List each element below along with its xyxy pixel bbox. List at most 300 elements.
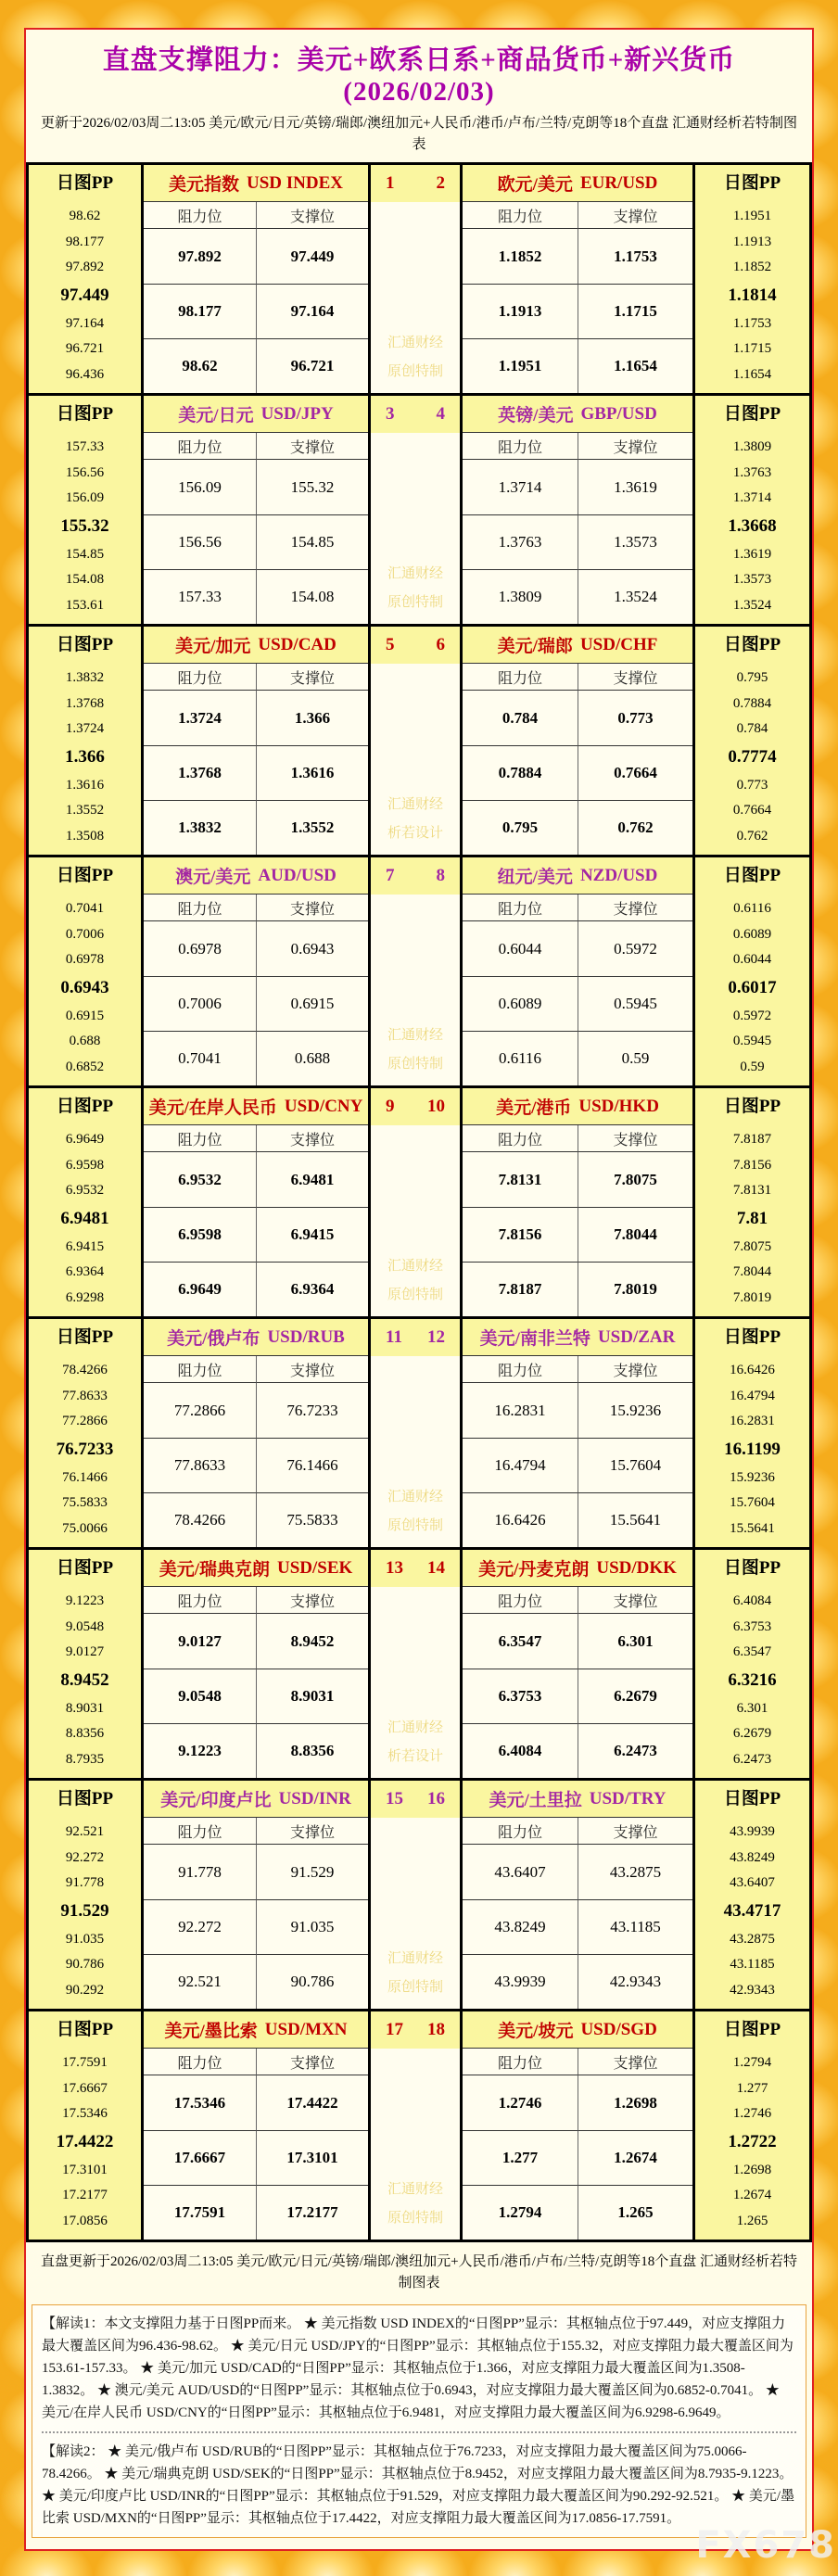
pp-value: 6.9532 [65, 1183, 105, 1199]
support-value: 1.3552 [256, 800, 368, 855]
pair-name-en: USD/CHF [579, 634, 658, 654]
support-header: 支撑位 [256, 1818, 368, 1845]
resistance-value: 92.272 [144, 1899, 256, 1954]
pp-value: 0.795 [736, 670, 768, 686]
resistance-value: 98.62 [144, 338, 256, 393]
pp-column-header: 日图PP [723, 173, 781, 193]
panel-index-left: 1 [386, 173, 395, 193]
pair-title-right [463, 2011, 692, 2049]
pp-value: 0.7884 [732, 695, 772, 711]
resistance-value: 1.3763 [463, 514, 578, 569]
panel-index-cell [368, 857, 463, 895]
support-value: 1.3616 [256, 745, 368, 800]
pp-value: 76.1466 [62, 1469, 108, 1485]
support-header: 支撑位 [578, 1356, 692, 1383]
pp-column-header: 日图PP [56, 2020, 114, 2039]
currency-pair-panel [29, 2011, 809, 2240]
pp-value: 1.1715 [732, 341, 772, 357]
pp-values-left [29, 664, 141, 855]
resistance-value: 7.8156 [463, 1207, 578, 1262]
pp-column-left [29, 1550, 144, 1778]
pp-column-header: 日图PP [723, 1097, 781, 1116]
panel-index-cell [368, 1319, 463, 1356]
source-watermark-line: 原创特制 [387, 1980, 443, 1995]
pair-name-cn: 美元/在岸人民币 [148, 1098, 277, 1118]
pair-name-en: USD/MXN [264, 2019, 348, 2039]
pp-column-right [692, 1319, 809, 1547]
pp-value: 154.85 [65, 546, 105, 562]
panel-index-left: 13 [386, 1558, 403, 1578]
pp-pivot-value: 1.3668 [728, 515, 777, 536]
pair-name-cn: 美元/加元 [175, 637, 251, 656]
pp-value: 16.6426 [730, 1363, 775, 1378]
support-header: 支撑位 [256, 664, 368, 691]
support-value: 0.5945 [578, 976, 692, 1031]
support-header: 支撑位 [256, 1587, 368, 1614]
pp-value: 92.521 [65, 1824, 105, 1840]
source-watermark-line: 析若设计 [387, 826, 443, 841]
pp-column-header: 日图PP [723, 1327, 781, 1347]
pair-name-cn: 美元/日元 [178, 406, 254, 425]
resistance-value: 1.1951 [463, 338, 578, 393]
resistance-value: 156.09 [144, 460, 256, 514]
support-value: 8.8356 [256, 1723, 368, 1778]
pp-value: 1.1852 [732, 260, 772, 275]
pp-value: 1.1654 [732, 366, 772, 382]
pp-pivot-value: 6.3216 [728, 1669, 777, 1690]
support-value: 0.773 [578, 691, 692, 745]
pp-value: 0.762 [736, 828, 768, 844]
pp-value: 6.9649 [65, 1132, 105, 1148]
resistance-value: 1.3724 [144, 691, 256, 745]
pp-column-header: 日图PP [723, 635, 781, 654]
pp-value: 156.56 [65, 464, 105, 480]
support-value: 0.6915 [256, 976, 368, 1031]
pp-value: 157.33 [65, 439, 105, 455]
pp-column-header: 日图PP [723, 866, 781, 885]
pp-pivot-value: 155.32 [60, 515, 109, 536]
source-watermark-line: 析若设计 [387, 1749, 443, 1764]
source-watermark [368, 895, 463, 1085]
pp-pivot-value: 0.6943 [60, 977, 109, 997]
pp-value: 9.0548 [65, 1618, 105, 1634]
note-2: 【解读2： ★ 美元/俄卢布 USD/RUB的“日图PP”显示：其枢轴点位于76.7233，对应支撑阻力最大覆盖区间为75.0066-78.4266。 ★ 美元/瑞典克朗 USD/SEK的“日图PP”显示：其枢轴点位于8.9452，对应支撑阻力最大覆盖区间为8.7935-9.1223。 ★ 美元/印度卢比 USD/INR的“日图PP”显示：其枢轴点位于91.529，对应支撑阻力最大覆盖区间为90.292-92.521。 ★ 美元/墨比索 USD/MXN的“日图PP”显示：其枢轴点位于17.4422，对应支撑阻力最大覆盖区间为17.0856-17.7591。 [42, 2431, 796, 2530]
support-value: 8.9031 [256, 1669, 368, 1723]
support-value: 17.4422 [256, 2075, 368, 2130]
pair-name-en: USD/DKK [596, 1557, 677, 1578]
pp-column-header: 日图PP [56, 404, 114, 424]
pair-title-right [463, 1550, 692, 1587]
source-watermark [368, 1356, 463, 1547]
pp-value: 9.1223 [65, 1593, 105, 1609]
pp-value: 1.2746 [732, 2106, 772, 2122]
pair-name-en: USD/CAD [258, 634, 336, 654]
support-value: 0.59 [578, 1031, 692, 1085]
resistance-header: 阻力位 [144, 1587, 256, 1614]
support-header: 支撑位 [578, 1818, 692, 1845]
pair-title-left [144, 627, 368, 664]
source-watermark-line: 汇通财经 [387, 1259, 443, 1274]
pp-value: 0.773 [736, 777, 768, 793]
pp-values-left [29, 1818, 141, 2009]
pp-value: 96.436 [65, 366, 105, 382]
pp-value: 78.4266 [62, 1363, 108, 1378]
resistance-value: 77.2866 [144, 1383, 256, 1438]
pp-value: 6.2679 [732, 1726, 772, 1742]
support-value: 7.8075 [578, 1152, 692, 1207]
report-card [24, 28, 814, 2551]
pair-name-cn: 美元/坡元 [498, 2022, 574, 2041]
pp-value: 6.4084 [732, 1593, 772, 1609]
pp-value: 43.8249 [730, 1849, 775, 1865]
pp-value: 1.1951 [732, 209, 772, 224]
support-value: 1.3619 [578, 460, 692, 514]
pp-values-left [29, 202, 141, 393]
pp-column-left [29, 1088, 144, 1316]
resistance-value: 98.177 [144, 284, 256, 338]
pair-name-en: USD/ZAR [597, 1326, 676, 1347]
pp-values-left [29, 433, 141, 624]
panel-index-right: 14 [427, 1558, 445, 1578]
panel-index-right: 4 [436, 404, 445, 424]
resistance-value: 7.8187 [463, 1262, 578, 1316]
source-watermark [368, 2049, 463, 2240]
resistance-header: 阻力位 [144, 895, 256, 921]
panel-index-left: 5 [386, 635, 395, 654]
panel-index-right: 8 [436, 866, 445, 885]
pp-value: 154.08 [65, 572, 105, 588]
pp-values-right [695, 1818, 809, 2009]
source-watermark-line: 原创特制 [387, 2211, 443, 2226]
support-value: 0.5972 [578, 921, 692, 976]
pp-value: 1.3714 [732, 490, 772, 506]
panel-index-right: 12 [427, 1327, 445, 1347]
pp-values-left [29, 1125, 141, 1316]
support-value: 1.366 [256, 691, 368, 745]
pair-title-right [463, 857, 692, 895]
source-watermark-line: 原创特制 [387, 1518, 443, 1533]
support-value: 97.449 [256, 229, 368, 284]
source-watermark-line: 汇通财经 [387, 1490, 443, 1504]
support-value: 91.035 [256, 1899, 368, 1954]
pp-value: 17.7591 [62, 2055, 108, 2071]
support-value: 1.2674 [578, 2130, 692, 2185]
panel-index-cell [368, 165, 463, 202]
support-value: 96.721 [256, 338, 368, 393]
pp-pivot-value: 7.81 [736, 1208, 768, 1228]
pp-pivot-value: 8.9452 [60, 1669, 109, 1690]
panel-index-right: 10 [427, 1097, 445, 1116]
pp-value: 96.721 [65, 341, 105, 357]
support-value: 1.265 [578, 2185, 692, 2240]
resistance-value: 0.795 [463, 800, 578, 855]
resistance-header: 阻力位 [463, 1587, 578, 1614]
support-value: 6.2473 [578, 1723, 692, 1778]
pp-value: 1.3832 [65, 670, 105, 686]
pair-name-en: USD/JPY [260, 403, 334, 424]
source-watermark-line: 汇通财经 [387, 1951, 443, 1966]
currency-pair-panel [29, 1781, 809, 2011]
resistance-value: 0.7884 [463, 745, 578, 800]
resistance-value: 16.4794 [463, 1438, 578, 1492]
currency-pair-panel [29, 857, 809, 1088]
support-value: 0.6943 [256, 921, 368, 976]
panels [26, 162, 812, 2242]
pp-values-right [695, 433, 809, 624]
pp-value: 1.2674 [732, 2188, 772, 2203]
support-header: 支撑位 [256, 1356, 368, 1383]
pp-value: 1.277 [736, 2080, 768, 2096]
pair-title-right [463, 1781, 692, 1818]
support-value: 1.1715 [578, 284, 692, 338]
currency-pair-panel [29, 1319, 809, 1550]
pp-column-right [692, 396, 809, 624]
pair-name-en: USD/CNY [284, 1096, 363, 1116]
source-watermark [368, 664, 463, 855]
pp-value: 98.62 [69, 209, 101, 224]
pp-value: 15.5641 [730, 1520, 775, 1536]
pair-name-cn: 美元/印度卢比 [160, 1791, 272, 1810]
pp-value: 0.6915 [65, 1008, 105, 1023]
pp-column-right [692, 2011, 809, 2240]
resistance-value: 77.8633 [144, 1438, 256, 1492]
pp-value: 0.6978 [65, 952, 105, 968]
pp-value: 97.164 [65, 315, 105, 331]
pp-column-right [692, 1781, 809, 2009]
resistance-header: 阻力位 [463, 433, 578, 460]
pp-value: 90.786 [65, 1957, 105, 1973]
support-value: 43.1185 [578, 1899, 692, 1954]
panel-index-cell [368, 2011, 463, 2049]
pp-pivot-value: 6.9481 [60, 1208, 109, 1228]
support-value: 6.9481 [256, 1152, 368, 1207]
fx678-watermark: FX678 [695, 2524, 836, 2567]
pp-values-left [29, 1356, 141, 1547]
panel-index-cell [368, 396, 463, 433]
pp-pivot-value: 17.4422 [56, 2131, 114, 2151]
currency-pair-panel [29, 1550, 809, 1781]
notes-box [32, 2304, 806, 2538]
pp-value: 8.7935 [65, 1751, 105, 1767]
panel-index-right: 18 [427, 2020, 445, 2039]
support-value: 154.08 [256, 569, 368, 624]
support-value: 1.3573 [578, 514, 692, 569]
currency-pair-panel [29, 396, 809, 627]
pp-value: 1.3619 [732, 546, 772, 562]
pair-name-cn: 美元/俄卢布 [167, 1329, 260, 1349]
pp-value: 17.6667 [62, 2080, 108, 2096]
pp-pivot-value: 1.1814 [728, 285, 777, 305]
pair-name-cn: 美元指数 [168, 175, 239, 195]
panel-index-left: 15 [386, 1789, 403, 1808]
pair-name-en: AUD/USD [258, 865, 336, 885]
pp-value: 1.3616 [65, 777, 105, 793]
support-header: 支撑位 [578, 202, 692, 229]
pp-value: 6.3547 [732, 1644, 772, 1660]
support-header: 支撑位 [578, 1125, 692, 1152]
resistance-value: 1.3714 [463, 460, 578, 514]
pp-value: 0.7664 [732, 803, 772, 818]
support-header: 支撑位 [578, 433, 692, 460]
pair-name-en: USD/TRY [589, 1788, 667, 1808]
pp-value: 98.177 [65, 234, 105, 249]
resistance-header: 阻力位 [144, 1818, 256, 1845]
currency-pair-panel [29, 1088, 809, 1319]
panel-index-left: 11 [386, 1327, 402, 1347]
pp-value: 7.8044 [732, 1264, 772, 1280]
pp-column-left [29, 857, 144, 1085]
pp-value: 75.0066 [62, 1520, 108, 1536]
pp-value: 16.4794 [730, 1388, 775, 1403]
pp-pivot-value: 97.449 [60, 285, 109, 305]
source-watermark-line: 原创特制 [387, 1288, 443, 1302]
pp-column-header: 日图PP [56, 1558, 114, 1578]
resistance-header: 阻力位 [144, 202, 256, 229]
pair-title-right [463, 1088, 692, 1125]
source-watermark [368, 1125, 463, 1316]
resistance-value: 97.892 [144, 229, 256, 284]
resistance-value: 1.3809 [463, 569, 578, 624]
pair-name-en: USD/HKD [578, 1096, 659, 1116]
support-value: 1.1753 [578, 229, 692, 284]
pair-name-en: USD/INR [278, 1788, 351, 1808]
resistance-value: 43.8249 [463, 1899, 578, 1954]
footer-summary: 直盘更新于2026/02/03周二13:05 美元/欧元/日元/英镑/瑞郎/澳纽加元+人民币/港币/卢布/兰特/克朗等18个直盘 汇通财经析若特制图表 [41, 2254, 797, 2290]
pair-title-right [463, 165, 692, 202]
pp-values-right [695, 895, 809, 1085]
support-value: 8.9452 [256, 1614, 368, 1669]
resistance-header: 阻力位 [144, 1356, 256, 1383]
source-watermark [368, 1818, 463, 2009]
pp-values-right [695, 2049, 809, 2240]
resistance-value: 78.4266 [144, 1492, 256, 1547]
resistance-value: 1.277 [463, 2130, 578, 2185]
pair-name-cn: 美元/墨比索 [164, 2022, 258, 2041]
pair-name-en: USD/SEK [276, 1557, 353, 1578]
resistance-header: 阻力位 [144, 433, 256, 460]
pp-pivot-value: 0.7774 [728, 746, 777, 767]
resistance-value: 156.56 [144, 514, 256, 569]
support-value: 76.7233 [256, 1383, 368, 1438]
pp-values-right [695, 1356, 809, 1547]
pp-values-right [695, 664, 809, 855]
pp-value: 1.265 [736, 2213, 768, 2228]
resistance-value: 6.9532 [144, 1152, 256, 1207]
pp-value: 8.9031 [65, 1700, 105, 1716]
resistance-value: 0.7041 [144, 1031, 256, 1085]
pp-value: 43.1185 [730, 1957, 775, 1973]
resistance-header: 阻力位 [144, 664, 256, 691]
pp-value: 0.6089 [732, 926, 772, 942]
support-value: 42.9343 [578, 1954, 692, 2009]
resistance-value: 6.3753 [463, 1669, 578, 1723]
resistance-value: 17.7591 [144, 2185, 256, 2240]
currency-pair-panel [29, 165, 809, 396]
support-value: 15.9236 [578, 1383, 692, 1438]
resistance-value: 16.6426 [463, 1492, 578, 1547]
support-header: 支撑位 [256, 2049, 368, 2075]
panel-index-left: 7 [386, 866, 395, 885]
pp-value: 0.7006 [65, 926, 105, 942]
source-watermark [368, 433, 463, 624]
pair-name-en: USD/SGD [580, 2019, 657, 2039]
resistance-header: 阻力位 [463, 2049, 578, 2075]
pp-column-left [29, 2011, 144, 2240]
pp-value: 0.59 [740, 1059, 765, 1074]
support-header: 支撑位 [578, 2049, 692, 2075]
pair-name-en: GBP/USD [580, 403, 657, 424]
pair-name-cn: 澳元/美元 [175, 868, 251, 887]
pp-value: 1.3763 [732, 464, 772, 480]
pp-pivot-value: 76.7233 [56, 1439, 114, 1459]
pp-column-left [29, 1781, 144, 2009]
pp-values-left [29, 2049, 141, 2240]
pair-title-left [144, 1550, 368, 1587]
panel-index-left: 17 [386, 2020, 403, 2039]
resistance-value: 6.9649 [144, 1262, 256, 1316]
resistance-value: 157.33 [144, 569, 256, 624]
panel-index-cell [368, 1088, 463, 1125]
support-value: 91.529 [256, 1845, 368, 1899]
resistance-value: 6.3547 [463, 1614, 578, 1669]
source-watermark-line: 原创特制 [387, 595, 443, 610]
page-title: 直盘支撑阻力：美元+欧系日系+商品货币+新兴货币(2026/02/03) [102, 45, 736, 107]
resistance-value: 7.8131 [463, 1152, 578, 1207]
resistance-value: 43.9939 [463, 1954, 578, 2009]
support-value: 155.32 [256, 460, 368, 514]
pp-value: 17.2177 [62, 2188, 108, 2203]
pp-value: 1.3508 [65, 828, 105, 844]
pp-value: 15.9236 [730, 1469, 775, 1485]
pair-name-en: EUR/USD [579, 172, 658, 193]
support-value: 6.9364 [256, 1262, 368, 1316]
resistance-value: 1.3768 [144, 745, 256, 800]
pp-pivot-value: 0.6017 [728, 977, 777, 997]
pair-name-cn: 纽元/美元 [497, 868, 573, 887]
pp-column-header: 日图PP [56, 866, 114, 885]
currency-pair-panel [29, 627, 809, 857]
pair-name-en: USD/RUB [267, 1326, 345, 1347]
pp-column-header: 日图PP [723, 404, 781, 424]
pp-value: 0.5945 [732, 1034, 772, 1049]
pp-value: 0.688 [69, 1034, 101, 1049]
pair-name-cn: 美元/瑞典克朗 [159, 1560, 270, 1580]
pp-value: 8.8356 [65, 1726, 105, 1742]
panel-index-right: 16 [427, 1789, 445, 1808]
pair-name-en: USD INDEX [247, 172, 343, 193]
source-watermark-line: 汇通财经 [387, 336, 443, 350]
panel-index-left: 9 [386, 1097, 395, 1116]
pair-name-en: NZD/USD [579, 865, 658, 885]
pp-pivot-value: 1.2722 [728, 2131, 777, 2151]
support-header: 支撑位 [256, 202, 368, 229]
pp-value: 43.6407 [730, 1875, 775, 1891]
support-value: 1.3524 [578, 569, 692, 624]
page-subtitle: 更新于2026/02/03周二13:05 美元/欧元/日元/英镑/瑞郎/澳纽加元+人民币/港币/卢布/兰特/克朗等18个直盘 汇通财经析若特制图表 [41, 116, 797, 152]
support-value: 75.5833 [256, 1492, 368, 1547]
pp-column-left [29, 396, 144, 624]
support-value: 90.786 [256, 1954, 368, 2009]
pair-name-cn: 美元/南非兰特 [479, 1329, 590, 1349]
pair-name-cn: 英镑/美元 [498, 406, 574, 425]
support-header: 支撑位 [578, 664, 692, 691]
pp-value: 91.035 [65, 1931, 105, 1947]
pp-value: 16.2831 [730, 1414, 775, 1429]
source-watermark-line: 原创特制 [387, 364, 443, 379]
resistance-value: 9.1223 [144, 1723, 256, 1778]
resistance-value: 17.6667 [144, 2130, 256, 2185]
support-value: 1.2698 [578, 2075, 692, 2130]
